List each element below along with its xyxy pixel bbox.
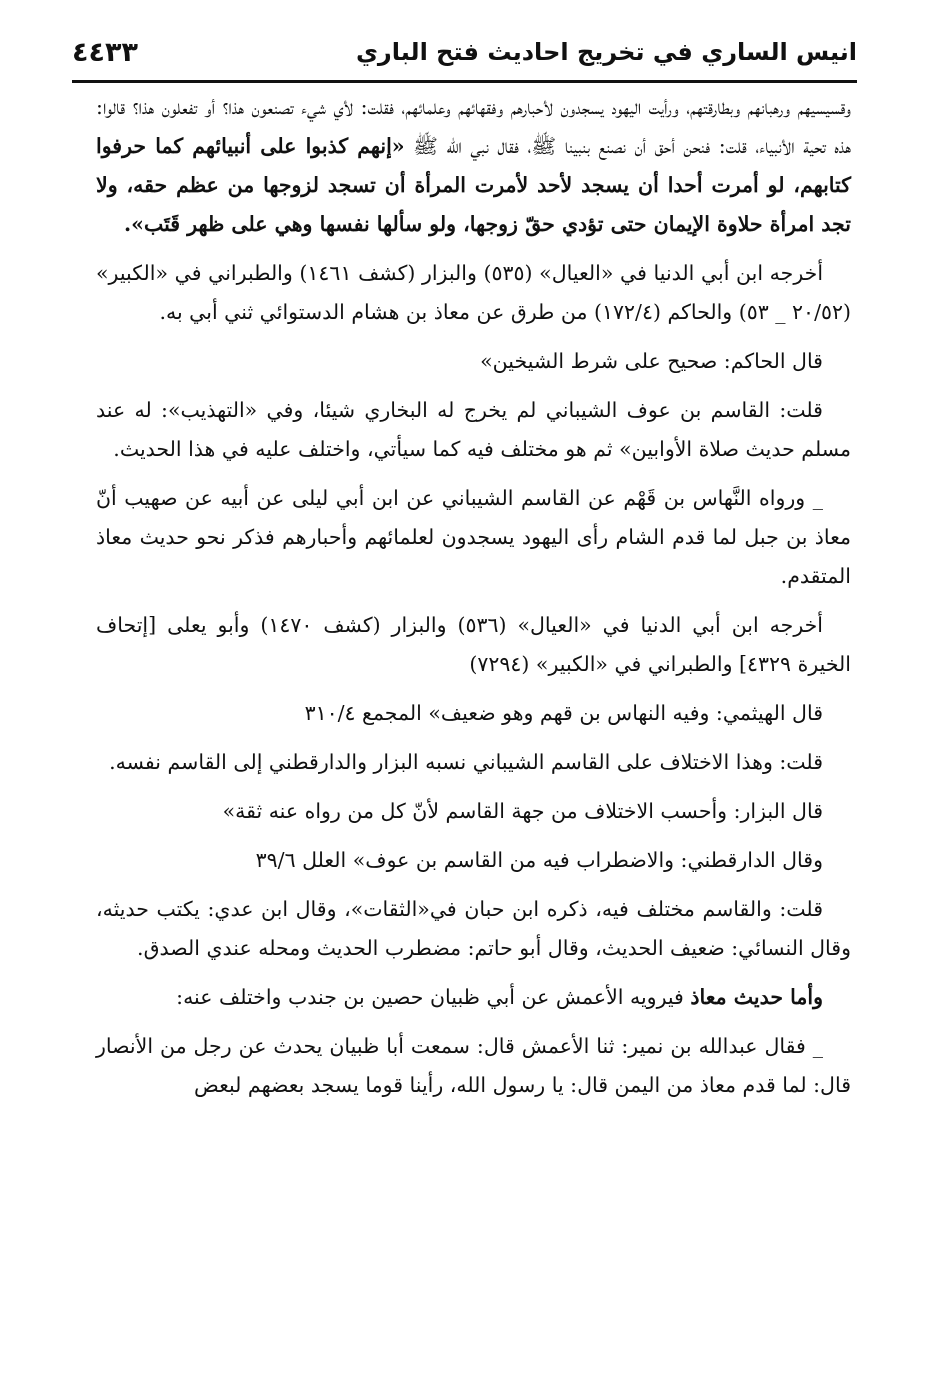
paragraph-haythami-quote: [96, 694, 851, 733]
section-lead: وأما حديث معاذ: [690, 985, 823, 1009]
paragraph-text: أخرجه ابن أبي الدنيا في «العيال» (٥٣٦) والبزار (كشف ١٤٧٠) وأبو يعلى [إتحاف الخيرة ٤٣٢٩] والطبراني في «الكبير» (٧٢٩٤): [96, 613, 851, 676]
paragraph-text: _ فقال عبدالله بن نمير: ثنا الأعمش قال: سمعت أبا ظبيان يحدث عن رجل من الأنصار قال: لما قدم معاذ من اليمن قال: يا رسول الله، رأينا قوما يسجد بعضهم لبعض: [96, 1034, 851, 1097]
paragraph-text: قلت: القاسم بن عوف الشيباني لم يخرج له البخاري شيئا، وفي «التهذيب»: له عند مسلم حديث صلاة الأوابين» ثم هو مختلف فيه كما سيأتي، واختلف عليه في هذا الحديث.: [96, 398, 851, 461]
paragraph-text: قال الهيثمي: وفيه النهاس بن قهم وهو ضعيف» المجمع ٣١٠/٤: [304, 701, 823, 725]
paragraph-text: _ ورواه النَّهاس بن قَهْم عن القاسم الشيباني عن ابن أبي ليلى عن أبيه عن صهيب أنّ معاذ بن جبل لما قدم الشام رأى اليهود يسجدون لعلمائهم وأحبارهم فذكر نحو حديث معاذ المتقدم.: [96, 486, 851, 588]
paragraph-text: قال البزار: وأحسب الاختلاف من جهة القاسم لأنّ كل من رواه عنه ثقة»: [222, 799, 823, 823]
paragraph-text: أخرجه ابن أبي الدنيا في «العيال» (٥٣٥) والبزار (كشف ١٤٦١) والطبراني في «الكبير» (٢٠/٥٢ _ ٥٣) والحاكم (١٧٢/٤) من طرق عن معاذ بن هشام الدستوائي ثني أبي به.: [96, 261, 851, 324]
paragraph-comment-qasim: [96, 391, 851, 469]
paragraph-daraqutni-quote: [96, 841, 851, 880]
paragraph-text: وقسيسيهم ورهبانهم وبطارقتهم، ورأيت اليهود يسجدون لأحبارهم وفقهائهم وعلمائهم، فقلت: لأي شيء تصنعون هذا؟ أو تفعلون هذا؟ قالوا: هذه تحية الأنبياء، قلت: فنحن أحق أن نصنع بنبينا ﷺ، فقال نبي الله ﷺ: [96, 95, 851, 158]
hadith-quote: «إنهم كذبوا على أنبيائهم كما حرفوا كتابهم، لو أمرت أحدا أن يسجد لأحد لأمرت المرأة أن تسجد لزوجها من عظم حقه، ولا تجد امرأة حلاوة الإيمان حتى تؤدي حقّ زوجها، ولو سألها نفسها وهي على ظهر قَتَب».: [96, 134, 851, 236]
paragraph-text: فيرويه الأعمش عن أبي ظبيان حصين بن جندب واختلف عنه:: [176, 985, 691, 1009]
paragraph-hakim-quote: [96, 342, 851, 381]
running-header: [72, 32, 857, 72]
body-text: [96, 88, 851, 1115]
paragraph-text: قال الحاكم: صحيح على شرط الشيخين»: [480, 349, 823, 373]
paragraph-text: وقال الدارقطني: والاضطراب فيه من القاسم بن عوف» العلل ٣٩/٦: [255, 848, 823, 872]
page-number: ٤٤٣٣: [72, 36, 138, 68]
paragraph-text: قلت: والقاسم مختلف فيه، ذكره ابن حبان في«الثقات»، وقال ابن عدي: يكتب حديثه، وقال النسائي: ضعيف الحديث، وقال أبو حاتم: مضطرب الحديث ومحله عندي الصدق.: [96, 897, 851, 960]
paragraph-bazzar-quote: [96, 792, 851, 831]
running-header-title: انيس الساري في تخريج احاديث فتح الباري: [355, 38, 857, 66]
paragraph-takhrij-1: [96, 254, 851, 332]
paragraph-text: قلت: وهذا الاختلاف على القاسم الشيباني نسبه البزار والدارقطني إلى القاسم نفسه.: [109, 750, 823, 774]
header-divider: [72, 80, 857, 83]
paragraph-ibn-numayr-narration: [96, 1027, 851, 1105]
paragraph-comment-qasim-status: [96, 890, 851, 968]
paragraph-nahhas-narration: [96, 479, 851, 596]
paragraph-takhrij-2: [96, 606, 851, 684]
paragraph-hadith-text: [96, 88, 851, 244]
paragraph-muadh-hadith-heading: [96, 978, 851, 1017]
paragraph-comment-ikhtilaf: [96, 743, 851, 782]
